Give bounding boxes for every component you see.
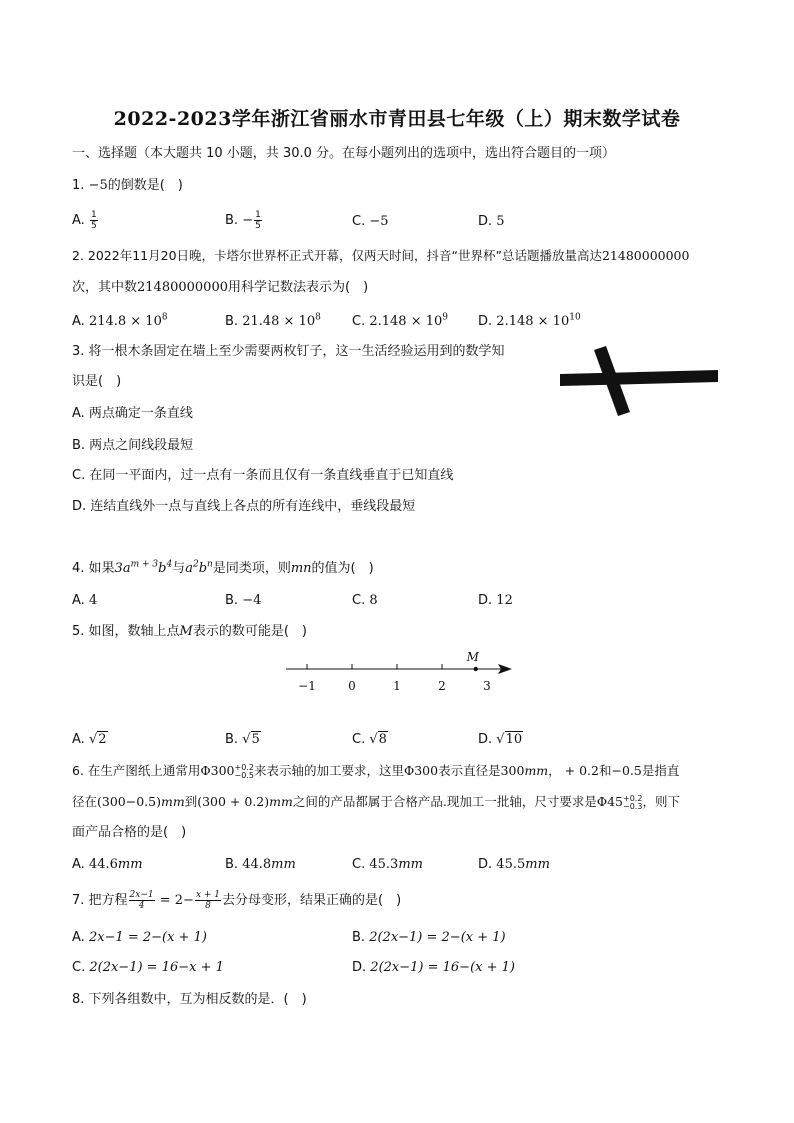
q4-option-a[interactable]: A. 4 [72, 593, 98, 608]
q6-option-a[interactable]: A. 44.6mm [72, 857, 143, 872]
number-line-tick-label: 3 [483, 679, 491, 693]
question-5-stem: 5. 如图，数轴上点M表示的数可能是( ) [72, 624, 308, 639]
q7-option-d[interactable]: D. 2(2x−1) = 16−(x + 1) [352, 960, 515, 975]
q1-option-b[interactable]: B. − $\frac{1}{5}$ [225, 210, 261, 231]
question-6-stem-line2: 径在(300−0.5)mm到(300 + 0.2)mm之间的产品都属于合格产品.现加工一批轴，尺寸要求是Φ45 +0.2 −0.3 ，则下 [72, 793, 680, 811]
q2-option-d[interactable]: D. $2.148 \times 10^{10}$ [478, 312, 581, 329]
q4-option-b[interactable]: B. −4 [225, 593, 262, 608]
q2-option-a[interactable]: A. $214.8 \times 10^8$ [72, 312, 168, 329]
q4-option-c[interactable]: C. 8 [352, 593, 378, 608]
question-1-stem: 1. −5的倒数是( ) [72, 178, 183, 193]
q1-option-d[interactable]: D. 5 [478, 214, 505, 229]
point-m-label: M [466, 650, 479, 664]
q7-option-a[interactable]: A. 2x−1 = 2−(x + 1) [72, 930, 207, 945]
q7-option-c[interactable]: C. 2(2x−1) = 16−x + 1 [72, 960, 224, 975]
q6-option-b[interactable]: B. 44.8mm [225, 857, 296, 872]
question-2-stem-line1: 2. 2022年11月20日晚，卡塔尔世界杯正式开幕，仅两天时间，抖音“世界杯”总话题播放量高达21480000000 [72, 248, 690, 263]
question-6-stem-line1: 6. 在生产图纸上通常用Φ300 +0.2 −0.5 来表示轴的加工要求，这里Φ300表示直径是300mm， + 0.2和−0.5是指直 [72, 762, 680, 780]
q3-option-d[interactable]: D. 连结直线外一点与直线上各点的所有连线中，垂线段最短 [72, 499, 416, 514]
nailed-stick-figure [556, 344, 722, 420]
q1-option-c[interactable]: C. −5 [352, 214, 389, 229]
q5-option-d[interactable]: D. √10 [478, 732, 523, 747]
q2-option-c[interactable]: C. $2.148 \times 10^9$ [352, 312, 449, 329]
question-4-stem: 4. 如果$3a^{m + 3}b^4$与$a^2b^n$是同类项，则mn的值为( ) [72, 559, 374, 576]
q6-option-d[interactable]: D. 45.5mm [478, 857, 550, 872]
question-8-stem: 8. 下列各组数中，互为相反数的是．( ) [72, 992, 307, 1007]
page-title: 2022-2023学年浙江省丽水市青田县七年级（上）期末数学试卷 [113, 108, 681, 130]
q5-option-a[interactable]: A. √2 [72, 732, 107, 747]
wooden-stick-horizontal [560, 370, 718, 386]
point-m-marker [474, 667, 478, 671]
q4-option-d[interactable]: D. 12 [478, 593, 513, 608]
q5-option-b[interactable]: B. √5 [225, 732, 260, 747]
question-7-stem: 7. 把方程 $\frac{2x-1}{4}$ = 2− $\frac{x + 1}{8}$ 去分母变形，结果正确的是( ) [72, 890, 402, 911]
question-6-stem-line3: 面产品合格的是( ) [72, 825, 187, 840]
number-line-tick-label: −1 [298, 679, 316, 693]
q3-option-a[interactable]: A. 两点确定一条直线 [72, 406, 193, 421]
question-3-stem-line1: 3. 将一根木条固定在墙上至少需要两枚钉子，这一生活经验运用到的数学知 [72, 344, 505, 359]
q5-option-c[interactable]: C. √8 [352, 732, 387, 747]
q1-option-a[interactable]: A. $\frac{1}{5}$ [72, 210, 97, 231]
number-line-tick-label: 1 [393, 679, 401, 693]
q3-option-c[interactable]: C. 在同一平面内，过一点有一条而且仅有一条直线垂直于已知直线 [72, 468, 454, 483]
q6-option-c[interactable]: C. 45.3mm [352, 857, 423, 872]
question-3-stem-line2: 识是( ) [72, 374, 122, 389]
q2-option-b[interactable]: B. $21.48 \times 10^8$ [225, 312, 321, 329]
number-line-tick-label: 2 [438, 679, 446, 693]
number-line-figure [280, 644, 520, 694]
number-line-tick-label: 0 [348, 679, 356, 693]
section-heading: 一、选择题（本大题共 10 小题，共 30.0 分。在每小题列出的选项中，选出符合题目的一项） [72, 146, 616, 161]
question-2-stem-line2: 次，其中数21480000000用科学记数法表示为( ) [72, 280, 369, 295]
q3-option-b[interactable]: B. 两点之间线段最短 [72, 438, 194, 453]
q7-option-b[interactable]: B. 2(2x−1) = 2−(x + 1) [352, 930, 506, 945]
